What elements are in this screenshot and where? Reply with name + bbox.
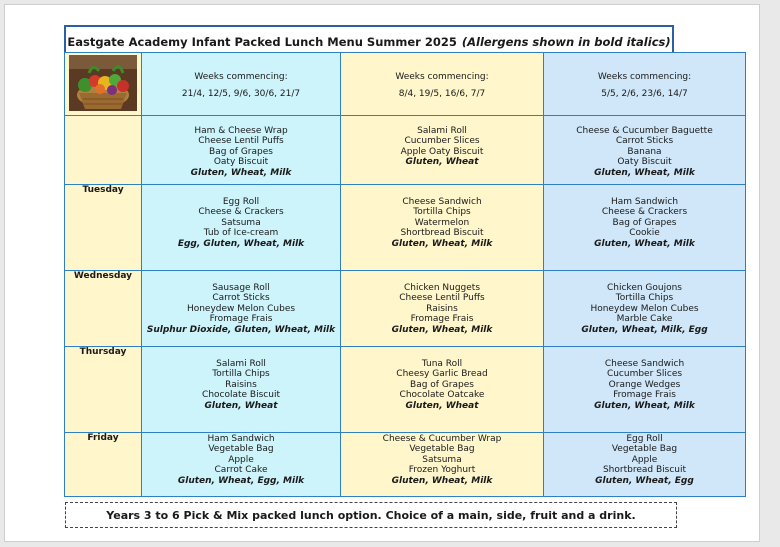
menu-item: Shortbread Biscuit	[602, 465, 687, 475]
menu-item: Raisins	[225, 379, 257, 390]
week-dates: 21/4, 12/5, 9/6, 30/6, 21/7	[181, 89, 301, 99]
menu-item: Tuna Roll	[421, 358, 463, 369]
menu-item: Fromage Frais	[209, 314, 273, 324]
menu-item: Cheese Lentil Puffs	[399, 293, 485, 303]
allergen-list: Gluten, Wheat	[204, 400, 278, 411]
menu-cell	[544, 184, 746, 270]
footer-text: Years 3 to 6 Pick & Mix packed lunch option. Choice of a main, side, fruit and a drink.	[106, 508, 636, 522]
menu-item: Bag of Grapes	[209, 146, 273, 157]
menu-item: Chicken Goujons	[606, 282, 682, 293]
allergen-list: Gluten, Wheat, Milk	[391, 324, 493, 335]
menu-item: Cheesy Garlic Bread	[396, 369, 488, 379]
weeks-commencing-label: Weeks commencing:	[597, 72, 692, 82]
week-header-3	[544, 53, 746, 116]
menu-item: Raisins	[426, 303, 458, 314]
menu-item: Orange Wedges	[608, 379, 681, 390]
menu-item: Cheese & Crackers	[198, 207, 284, 217]
menu-cell	[142, 184, 341, 270]
day-label: Friday	[65, 432, 142, 496]
menu-item: Watermelon	[414, 217, 470, 228]
allergen-list: Gluten, Wheat, Milk, Egg	[581, 324, 708, 335]
menu-item: Vegetable Bag	[409, 444, 475, 454]
menu-item: Frozen Yoghurt	[408, 465, 476, 475]
menu-item: Apple	[228, 454, 254, 465]
menu-item: Shortbread Biscuit	[400, 228, 484, 238]
menu-item: Honeydew Melon Cubes	[186, 303, 296, 314]
menu-item: Marble Cake	[616, 314, 673, 324]
menu-item: Salami Roll	[417, 125, 467, 136]
menu-cell	[341, 270, 544, 346]
allergen-list: Gluten, Wheat	[405, 157, 479, 167]
menu-item: Tortilla Chips	[212, 369, 270, 379]
menu-cell	[142, 270, 341, 346]
menu-item: Honeydew Melon Cubes	[590, 303, 699, 314]
menu-cell	[142, 432, 341, 496]
menu-item: Egg Roll	[626, 433, 663, 444]
menu-item: Tortilla Chips	[413, 207, 471, 217]
week-header-1	[142, 53, 341, 116]
allergen-list: Gluten, Wheat, Egg	[595, 475, 694, 486]
menu-item: Oaty Biscuit	[213, 157, 269, 167]
menu-item: Carrot Sticks	[615, 136, 674, 146]
menu-item: Tortilla Chips	[615, 293, 674, 303]
menu-item: Vegetable Bag	[611, 444, 678, 454]
menu-item: Cheese Lentil Puffs	[198, 136, 284, 146]
menu-item: Fromage Frais	[410, 314, 474, 324]
pick-and-mix-note	[65, 502, 677, 528]
day-label: Wednesday	[65, 270, 142, 346]
allergen-note: (Allergens shown in bold italics)	[461, 35, 671, 49]
menu-cell	[544, 270, 746, 346]
allergen-list: Gluten, Wheat, Milk	[594, 238, 695, 249]
menu-item: Bag of Grapes	[612, 217, 677, 228]
menu-row-thursday	[65, 346, 746, 432]
menu-item: Banana	[627, 146, 662, 157]
header-row	[65, 53, 746, 116]
menu-cell	[341, 184, 544, 270]
allergen-list: Egg, Gluten, Wheat, Milk	[177, 238, 305, 249]
menu-item: Oaty Biscuit	[617, 157, 672, 167]
menu-row-friday	[65, 432, 746, 496]
menu-item: Bag of Grapes	[410, 379, 474, 390]
weeks-commencing-label: Weeks commencing:	[395, 72, 489, 82]
menu-cell	[142, 346, 341, 432]
lunch-menu-table	[64, 52, 746, 497]
menu-title: Eastgate Academy Infant Packed Lunch Menu Summer 2025	[67, 35, 457, 49]
menu-cell	[544, 346, 746, 432]
allergen-list: Gluten, Wheat, Milk	[391, 475, 493, 486]
menu-item: Cheese & Cucumber Wrap	[382, 433, 502, 444]
day-label	[65, 115, 142, 184]
menu-row-tuesday	[65, 184, 746, 270]
menu-item: Chocolate Biscuit	[202, 390, 280, 400]
menu-item: Apple	[631, 454, 658, 465]
menu-item: Satsuma	[422, 454, 462, 465]
menu-cell	[341, 346, 544, 432]
menu-item: Cheese Sandwich	[604, 358, 685, 369]
menu-item: Sausage Roll	[212, 282, 270, 293]
weeks-commencing-label: Weeks commencing:	[194, 72, 288, 82]
allergen-list: Gluten, Wheat, Milk	[594, 167, 695, 178]
menu-item: Fromage Frais	[613, 390, 676, 400]
day-label: Thursday	[65, 346, 142, 432]
menu-item: Chicken Nuggets	[403, 282, 481, 293]
day-label: Tuesday	[65, 184, 142, 270]
menu-cell	[341, 432, 544, 496]
allergen-list: Gluten, Wheat, Milk	[391, 238, 493, 249]
menu-item: Carrot Cake	[214, 465, 268, 475]
menu-row-monday	[65, 115, 746, 184]
allergen-list: Sulphur Dioxide, Gluten, Wheat, Milk	[146, 324, 336, 335]
allergen-list: Gluten, Wheat, Egg, Milk	[177, 475, 305, 486]
menu-item: Cheese & Crackers	[601, 207, 688, 217]
menu-cell	[544, 432, 746, 496]
menu-item: Ham Sandwich	[610, 196, 679, 207]
menu-item: Apple Oaty Biscuit	[400, 146, 484, 157]
menu-item: Egg Roll	[222, 196, 260, 207]
menu-item: Tub of Ice-cream	[203, 228, 279, 238]
week-dates: 8/4, 19/5, 16/6, 7/7	[398, 89, 486, 99]
week-header-2	[341, 53, 544, 116]
menu-cell	[544, 115, 746, 184]
menu-item: Cucumber Slices	[404, 136, 480, 146]
week-dates: 5/5, 2/6, 23/6, 14/7	[601, 89, 688, 99]
menu-cell	[142, 115, 341, 184]
menu-cell	[341, 115, 544, 184]
menu-item: Cheese Sandwich	[402, 196, 482, 207]
menu-item: Cucumber Slices	[606, 369, 683, 379]
menu-row-wednesday	[65, 270, 746, 346]
menu-item: Vegetable Bag	[208, 444, 274, 454]
menu-item: Chocolate Oatcake	[399, 390, 485, 400]
allergen-list: Gluten, Wheat, Milk	[190, 167, 292, 178]
menu-item: Ham Sandwich	[207, 433, 275, 444]
menu-item: Cookie	[629, 228, 660, 238]
menu-item: Salami Roll	[216, 358, 266, 369]
menu-item: Satsuma	[221, 217, 261, 228]
allergen-list: Gluten, Wheat, Milk	[594, 400, 695, 411]
food-image-cell	[65, 53, 142, 116]
allergen-list: Gluten, Wheat	[405, 400, 479, 411]
vegetable-basket-image	[69, 55, 137, 111]
menu-item: Ham & Cheese Wrap	[194, 125, 288, 136]
menu-item: Carrot Sticks	[212, 293, 270, 303]
menu-item: Cheese & Cucumber Baguette	[576, 125, 713, 136]
